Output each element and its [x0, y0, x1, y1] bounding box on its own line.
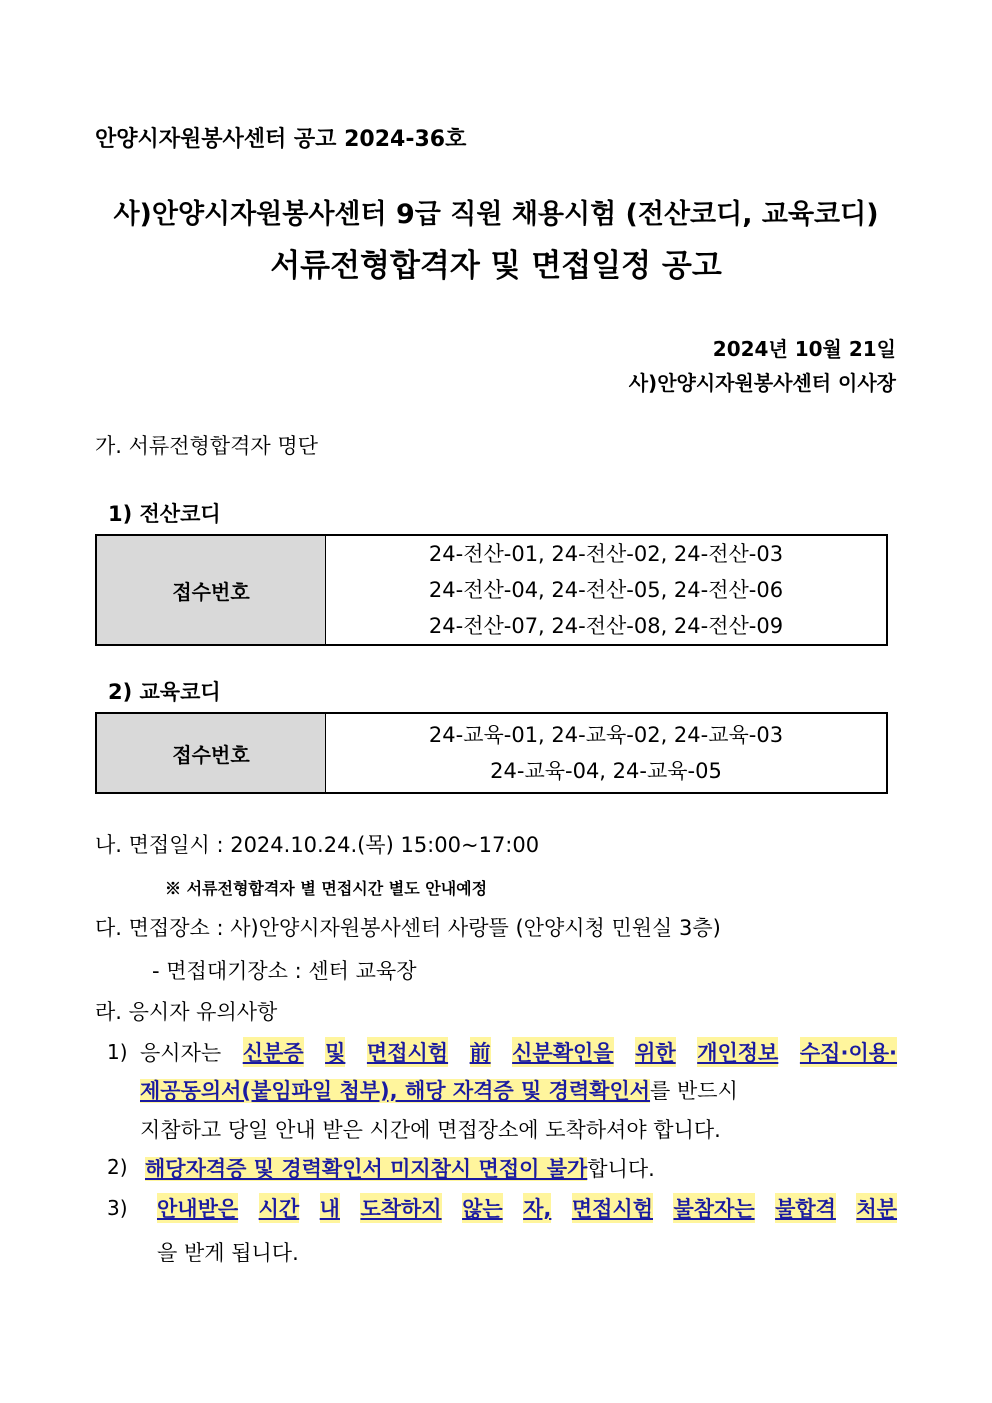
- item-1-highlight-word: 신분증: [243, 1037, 304, 1067]
- issuer: 사)안양시자원봉사센터 이사장: [628, 371, 896, 395]
- item-2-number: 2): [107, 1155, 128, 1179]
- waiting-room: - 면접대기장소 : 센터 교육장: [152, 959, 417, 983]
- item-1-highlight-word: 면접시험: [367, 1037, 448, 1067]
- group-1-title: 1) 전산코디: [108, 502, 221, 526]
- item-1-after: 를 반드시: [650, 1079, 738, 1103]
- item-1-line-3: 지참하고 당일 안내 받은 시간에 면접장소에 도착하셔야 합니다.: [140, 1118, 721, 1142]
- title-line-1: 사)안양시자원봉사센터 9급 직원 채용시험 (전산코디, 교육코디): [113, 199, 879, 230]
- item-3-highlight-word: 불합격: [775, 1193, 836, 1223]
- item-3-highlight-word: 않는: [462, 1193, 503, 1223]
- group-1-values: [326, 535, 888, 645]
- interview-note: ※ 서류전형합격자 별 면접시간 별도 안내예정: [165, 879, 488, 898]
- item-2-after: 합니다.: [587, 1157, 655, 1181]
- item-1-highlight-word: 신분확인을: [512, 1037, 613, 1067]
- item-3-highlight-word: 시간: [259, 1193, 300, 1223]
- list-item: 24-전산-01, 24-전산-02, 24-전산-03: [428, 542, 784, 566]
- item-1-highlight-word: 개인정보: [697, 1037, 778, 1067]
- item-1-highlight-word: 및: [325, 1037, 345, 1067]
- item-3-highlight-word: 안내받은: [157, 1193, 238, 1223]
- item-3-line-2: 을 받게 됩니다.: [157, 1241, 299, 1265]
- list-item: 24-교육-01, 24-교육-02, 24-교육-03: [428, 723, 784, 747]
- item-1-highlight-word: 前: [470, 1037, 491, 1067]
- item-3-highlight-word: 내: [320, 1193, 340, 1223]
- item-1-lead: 응시자는: [140, 1041, 222, 1065]
- item-3-highlight-word: 면접시험: [572, 1193, 653, 1223]
- list-item: 24-전산-07, 24-전산-08, 24-전산-09: [428, 614, 784, 638]
- item-1-highlight-word: 위한: [635, 1037, 676, 1067]
- item-1-number: 1): [107, 1040, 128, 1064]
- item-3-highlight-word: 불참자는: [673, 1193, 754, 1223]
- notice-date: 2024년 10월 21일: [712, 337, 896, 361]
- item-2-highlight: 해당자격증 및 경력확인서 미지참시 면접이 불가: [145, 1157, 588, 1181]
- group-1-table: [95, 534, 888, 646]
- group-1-label: 접수번호: [96, 535, 326, 645]
- item-3-highlight-word: 처분: [856, 1193, 897, 1223]
- item-1-line-1: [140, 1037, 897, 1067]
- item-3-highlight-word: 도착하지: [360, 1193, 441, 1223]
- title-line-2: 서류전형합격자 및 면접일정 공고: [270, 248, 722, 284]
- item-3-number: 3): [107, 1196, 128, 1220]
- section-b-heading: 나. 면접일시 : 2024.10.24.(목) 15:00~17:00: [95, 833, 540, 857]
- item-1-highlight: 제공동의서(붙임파일 첨부), 해당 자격증 및 경력확인서: [140, 1079, 651, 1103]
- item-3-highlight-word: 자,: [523, 1193, 551, 1223]
- section-a-heading: 가. 서류전형합격자 명단: [95, 434, 318, 458]
- item-3-line-1: [157, 1193, 897, 1223]
- list-item: 24-전산-04, 24-전산-05, 24-전산-06: [428, 578, 784, 602]
- item-1-highlight-word: 수집·이용·: [800, 1037, 897, 1067]
- item-2-line: [145, 1153, 655, 1183]
- group-2-label: 접수번호: [96, 713, 326, 793]
- group-2-table: [95, 712, 888, 794]
- notice-number: 안양시자원봉사센터 공고 2024-36호: [95, 127, 467, 152]
- section-c-heading: 다. 면접장소 : 사)안양시자원봉사센터 사랑뜰 (안양시청 민원실 3층): [95, 916, 721, 940]
- list-item: 24-교육-04, 24-교육-05: [490, 759, 722, 783]
- group-2-title: 2) 교육코디: [108, 680, 221, 704]
- section-d-heading: 라. 응시자 유의사항: [95, 1000, 278, 1024]
- item-1-line-2: [140, 1075, 738, 1105]
- group-2-values: [326, 713, 888, 793]
